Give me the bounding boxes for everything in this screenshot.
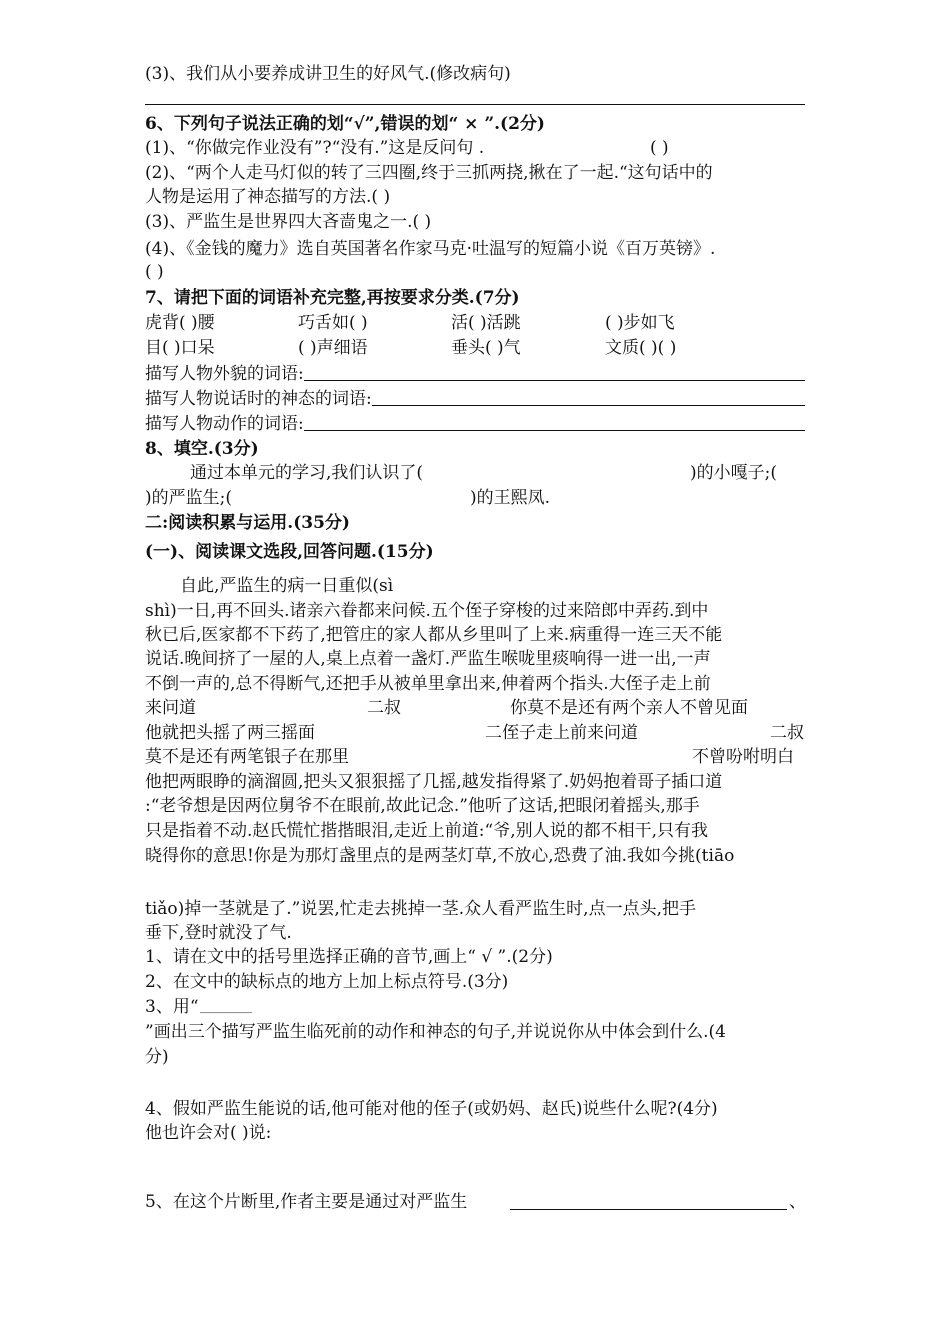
q7-word-1: 虎背( )腰 (145, 313, 215, 333)
q7-category-appearance (145, 362, 805, 384)
question-3-underline-sample: ________ (200, 999, 252, 1014)
passage-segment: 二侄子走上前来问道 (485, 723, 638, 743)
q8-text-d: )的王熙凤. (470, 488, 551, 508)
answer-blank[interactable] (304, 430, 805, 431)
passage-line: 他把两眼睁的滴溜圆,把头又狠狠摇了几摇,越发指得紧了.奶妈抱着哥子插口道 (145, 772, 723, 792)
passage-segment: 你莫不是还有两个亲人不曾见面 (510, 698, 748, 718)
q8-title: 8、填空.(3分) (145, 439, 259, 459)
passage-line: 自此,严监生的病一日重似(sì (180, 576, 394, 596)
q7-word-4: ( )步如飞 (605, 313, 675, 333)
passage-segment: 他就把头摇了两三摇面 (145, 723, 315, 743)
passage-line: 秋已后,医家都不下药了,把管庄的家人都从乡里叫了上来.病重得一连三天不能 (145, 625, 723, 645)
q6-item-2: (2)、“两个人走马灯似的转了三四圈,终于三抓两挠,揪在了一起.“这句话中的 (145, 163, 713, 183)
q6-item-2-cont: 人物是运用了神态描写的方法.( ) (145, 187, 391, 207)
passage-line: 说话.晚间挤了一屋的人,桌上点着一盏灯.严监生喉咙里痰响得一进一出,一声 (145, 649, 711, 669)
answer-blank[interactable] (510, 1209, 787, 1210)
question-2: 2、在文中的缺标点的地方上加上标点符号.(3分) (145, 972, 509, 992)
passage-line: 晓得你的意思!你是为那灯盏里点的是两茎灯草,不放心,恐费了油.我如今挑(tiāo (145, 846, 735, 866)
passage-segment: 二叔 (770, 723, 804, 743)
answer-blank[interactable] (304, 380, 805, 381)
passage-line: 垂下,登时就没了气. (145, 923, 292, 943)
q7-word-6: ( )声细语 (298, 338, 368, 358)
q5-3-prompt: (3)、我们从小要养成讲卫生的好风气.(修改病句) (145, 64, 511, 84)
q7-word-7: 垂头( )气 (451, 338, 521, 358)
question-5-end: 、 (789, 1192, 806, 1212)
answer-blank[interactable] (372, 405, 805, 406)
q7-category-speech (145, 387, 805, 409)
section-2-title: 二:阅读积累与运用.(35分) (145, 513, 350, 533)
q6-item-4: (4)、《金钱的魔力》选自英国著名作家马克·吐温写的短篇小说《百万英镑》. (145, 239, 716, 259)
answer-line (145, 104, 805, 105)
q8-text-c: )的严监生;( (145, 488, 232, 508)
q6-item-1-blank: ( ) (650, 138, 669, 158)
q7-word-5: 目( )口呆 (145, 338, 215, 358)
q7-category-label: 描写人物动作的词语: (145, 414, 304, 434)
question-4-prompt: 他也许会对( )说: (145, 1123, 272, 1143)
q7-word-2: 巧舌如( ) (298, 313, 368, 333)
q6-item-3: (3)、严监生是世界四大吝啬鬼之一.( ) (145, 212, 432, 232)
q7-title: 7、请把下面的词语补充完整,再按要求分类.(7分) (145, 288, 520, 308)
question-3-start: 3、用“ (145, 997, 199, 1017)
q7-word-3: 活( )活跳 (451, 313, 521, 333)
passage-segment: 莫不是还有两笔银子在那里 (145, 747, 349, 767)
question-3: ”画出三个描写严监生临死前的动作和神态的句子,并说说你从中体会到什么.(4 (145, 1022, 726, 1042)
passage-segment: 不曾吩咐明白 (692, 747, 794, 767)
passage-line: tiǎo)掉一茎就是了.”说罢,忙走去挑掉一茎.众人看严监生时,点一点头,把手 (145, 899, 696, 919)
q7-category-label: 描写人物外貌的词语: (145, 364, 304, 384)
q6-item-1: (1)、“你做完作业没有”?“没有.”这是反问句 . (145, 138, 485, 158)
q7-category-action (145, 412, 805, 434)
passage-segment: 二叔 (367, 698, 401, 718)
passage-line: 只是指着不动.赵氏慌忙揩揩眼泪,走近上前道:“爷,别人说的都不相干,只有我 (145, 821, 709, 841)
q6-title: 6、下列句子说法正确的划“√”,错误的划“ × ”.(2分) (145, 114, 545, 134)
q8-text-a: 通过本单元的学习,我们认识了( (190, 463, 424, 483)
q7-word-8: 文质( )( ) (605, 338, 677, 358)
q8-text-b: )的小嘎子;( (690, 463, 777, 483)
q6-item-4-blank: ( ) (145, 262, 164, 282)
passage-line: 不倒一声的,总不得断气,还把手从被单里拿出来,伸着两个指头.大侄子走上前 (145, 674, 711, 694)
question-1: 1、请在文中的括号里选择正确的音节,画上“ √ ”.(2分) (145, 947, 553, 967)
section-2-1-title: (一)、阅读课文选段,回答问题.(15分) (145, 542, 434, 562)
question-5: 5、在这个片断里,作者主要是通过对严监生 (145, 1192, 468, 1212)
q7-category-label: 描写人物说话时的神态的词语: (145, 389, 372, 409)
passage-line: :“老爷想是因两位舅爷不在眼前,故此记念.”他听了这话,把眼闭着摇头,那手 (145, 796, 700, 816)
question-3-cont: 分) (145, 1047, 169, 1067)
passage-segment: 来问道 (145, 698, 196, 718)
passage-line: shì)一日,再不回头.诸亲六眷都来问候.五个侄子穿梭的过来陪郎中弄药.到中 (145, 601, 709, 621)
question-4: 4、假如严监生能说的话,他可能对他的侄子(或奶妈、赵氏)说些什么呢?(4分) (145, 1099, 718, 1119)
